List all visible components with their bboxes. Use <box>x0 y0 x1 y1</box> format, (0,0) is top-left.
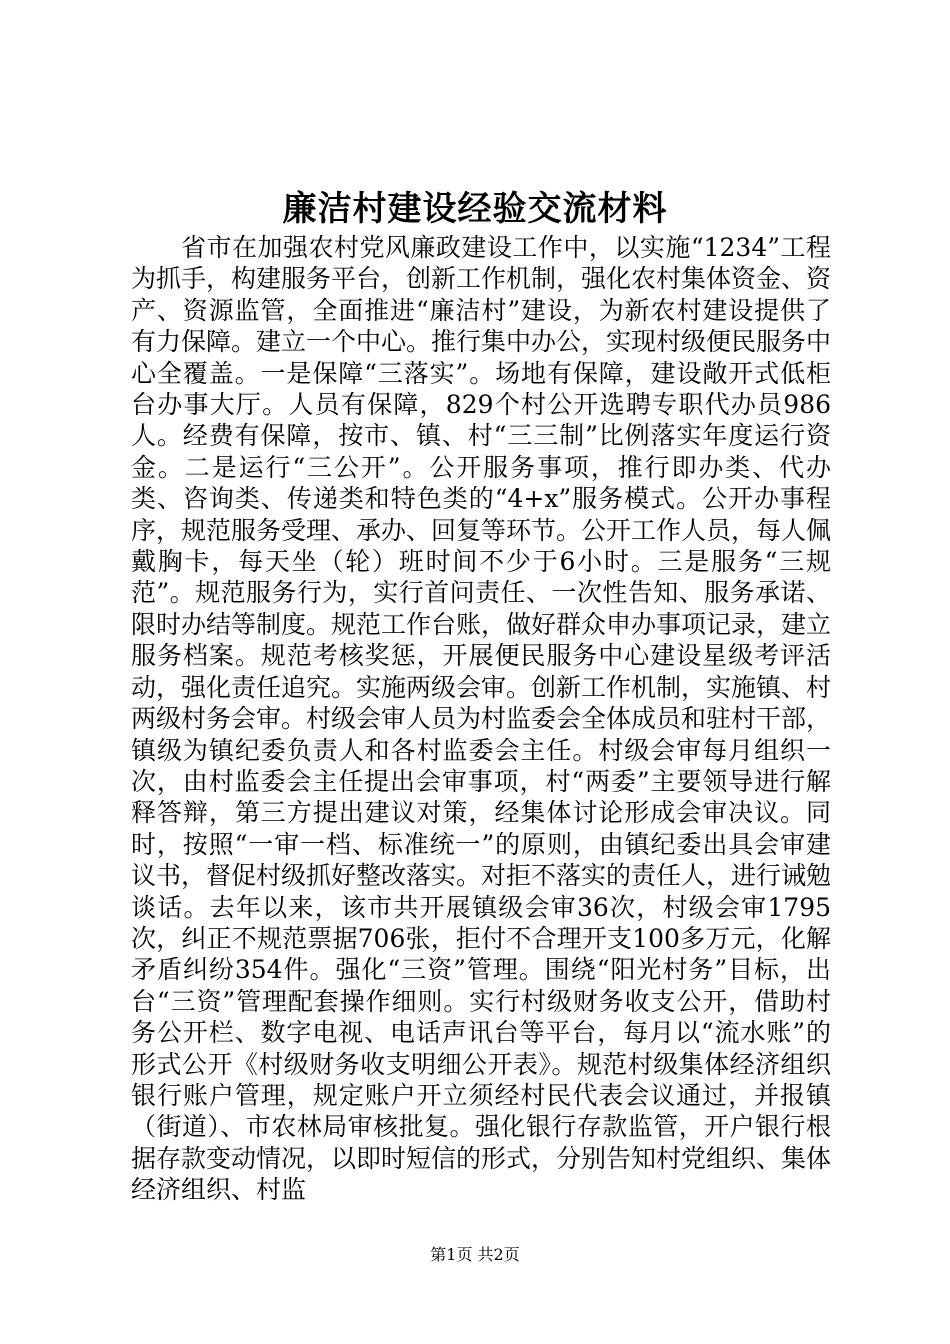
document-title: 廉洁村建设经验交流材料 <box>282 189 668 229</box>
page-number: 第1页 共2页 <box>430 1245 520 1264</box>
document-body: 省市在加强农村党风廉政建设工作中，以实施“1234”工程为抓手，构建服务平台，创新工作机制，强化农村集体资金、资产、资源监管，全面推进“廉洁村”建设，为新农村建设提供了有力保障。建立一个中心。推行集中办公，实现村级便民服务中心全覆盖。一是保障“三落实”。场地有保障，建设敞开式低柜台办事大厅。人员有保障，829个村公开选聘专职代办员986人。经费有保障，按市、镇、村“三三制”比例落实年度运行资金。二是运行“三公开”。公开服务事项，推行即办类、代办类、咨询类、传递类和特色类的“4+x”服务模式。公开办事程序，规范服务受理、承办、回复等环节。公开工作人员，每人佩戴胸卡，每天坐（轮）班时间不少于6小时。三是服务“三规范”。规范服务行为，实行首问责任、一次性告知、服务承诺、限时办结等制度。规范工作台账，做好群众申办事项记录，建立服务档案。规范考核奖惩，开展便民服务中心建设星级考评活动，强化责任追究。实施两级会审。创新工作机制，实施镇、村两级村务会审。村级会审人员为村监委会全体成员和驻村干部，镇级为镇纪委负责人和各村监委会主任。村级会审每月组织一次，由村监委会主任提出会审事项，村“两委”主要领导进行解释答辩，第三方提出建议对策，经集体讨论形成会审决议。同时，按照“一审一档、标准统一”的原则，由镇纪委出具会审建议书，督促村级抓好整改落实。对拒不落实的责任人，进行诫勉谈话。去年以来，该市共开展镇级会审36次，村级会审1795次，纠正不规范票据706张，拒付不合理开支100多万元，化解矛盾纠纷354件。强化“三资”管理。围绕“阳光村务”目标，出台“三资”管理配套操作细则。实行村级财务收支公开，借助村务公开栏、数字电视、电话声讯台等平台，每月以“流水账”的形式公开《村级财务收支明细公开表》。规范村级集体经济组织银行账户管理，规定账户开立须经村民代表会议通过，并报镇（街道）、市农林局审核批复。强化银行存款监管，开户银行根据存款变动情况，以即时短信的形式，分别告知村党组织、集体经济组织、村监 <box>131 233 832 1205</box>
